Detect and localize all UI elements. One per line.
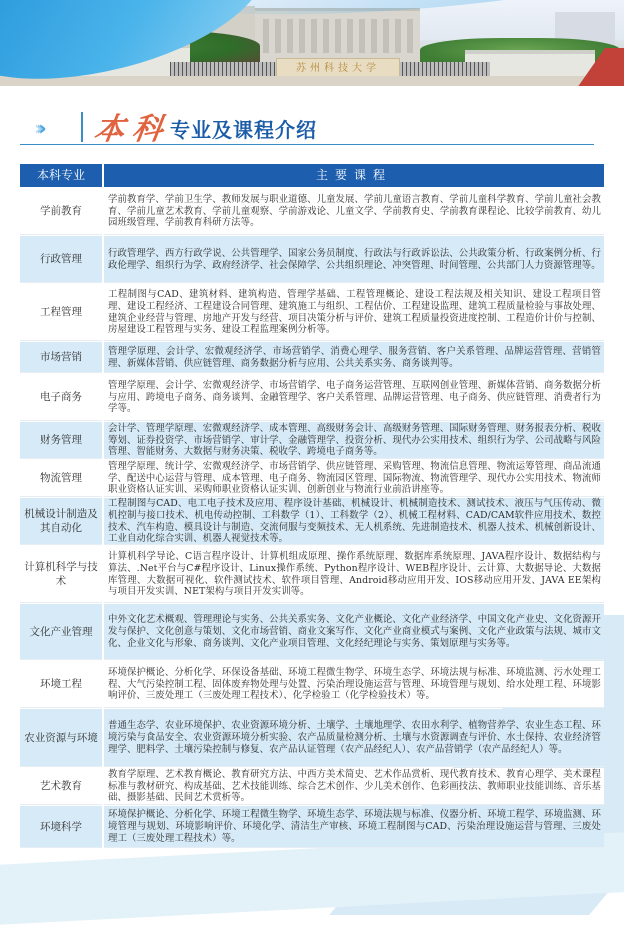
table-row (20, 806, 604, 848)
banner-building-main (255, 8, 420, 63)
section-title (20, 106, 594, 145)
title-subtitle: 专业及课程介绍 (170, 118, 317, 142)
major-name: 环境工程 (20, 661, 102, 708)
course-list: 环境保护概论、分析化学、环境工程微生物学、环境生态学、环境法规与标准、仪器分析、环境工程学、环境监测、环境管理与规划、环境影响评价、环境化学、清洁生产审核、环境工程制图与CAD、污染治理设施运营与管理、三废处理工（三废处理工程技术）等。 (104, 806, 604, 848)
major-name: 行政管理 (20, 236, 102, 283)
major-name: 文化产业管理 (20, 604, 102, 660)
banner-ground (0, 76, 624, 86)
course-list: 工程制图与CAD、电工电子技术及应用、程序设计基础、机械设计、机械制造技术、测试技术、液压与气压传动、微机控制与接口技术、机电传动控制、工科数学（1）、工科数学（2）、机械工程材料、CAD/CAM软件应用技术、数控技术、汽车构造、模具设计与制造、交流伺服与变频技术、无人机系统、先进制造技术、机器人技术、机械创新设计、工业自动化综合实训、机器人视觉技术等。 (104, 498, 604, 545)
chevron-right-icon: ››› (34, 116, 41, 140)
table-row (20, 284, 604, 341)
major-name: 市场营销 (20, 342, 102, 373)
table-row (20, 604, 604, 660)
banner-fence-right (398, 62, 490, 76)
major-name: 机械设计制造及其自动化 (20, 498, 102, 545)
table-row (20, 422, 604, 459)
table-row (20, 188, 604, 235)
course-list: 计算机科学导论、C语言程序设计、计算机组成原理、操作系统原理、数据库系统原理、JAVA程序设计、数据结构与算法、.Net平台与C#程序设计、Linux操作系统、Python程序设计、WEB程序设计、云计算、大数据导论、大数据库管理、大数据可视化、软件测试技术、软件项目管理、Android移动应用开发、IOS移动应用开发、JAVA EE架构与项目开发实训、NET架构与项目开发实训等。 (104, 546, 604, 603)
course-list: 中外文化艺术概观、管理理论与实务、公共关系实务、文化产业概论、文化产业经济学、中国文化产业史、文化资源开发与保护、文化创意与策划、文化市场营销、商业文案写作、文化产业商业模式与案例、文化产业政策与法规、城市文化、企业文化与形象、商务谈判、文化产业项目管理、文化经纪理论与实务、策划原理与实务等。 (104, 604, 604, 660)
table-row (20, 546, 604, 603)
major-name: 农业资源与环境 (20, 709, 102, 767)
course-list: 普通生态学、农业环境保护、农业资源环境分析、土壤学、土壤地理学、农田水利学、植物营养学、农业生态工程、环境污染与食品安全、农业资源环境分析实验、农产品质量检测分析、土壤与水资源调查与评价、水土保持、农业经济管理学、肥料学、土壤污染控制与修复、农产品认证管理（农产品经纪人）、农产品营销学（农产品经纪人）等。 (104, 709, 604, 767)
course-list: 管理学原理、会计学、宏微观经济学、市场营销学、电子商务运营管理、互联网创业管理、新媒体营销、商务数据分析与应用、跨境电子商务、商务谈判、金融管理学、客户关系管理、品牌运营管理、电子商务、供应链管理、消费者行为学等。 (104, 374, 604, 421)
major-name: 工程管理 (20, 284, 102, 341)
course-list: 教育学原理、艺术教育概论、教育研究方法、中西方美术简史、艺术作品赏析、现代教育技术、教育心理学、美术课程标准与教材研究、构成基础、艺术技能训练、综合艺术创作、少儿美术创作、色彩画技法、教师职业技能训练、音乐基础、摄影基础、民间艺术赏析等。 (104, 768, 604, 805)
major-name: 电子商务 (20, 374, 102, 421)
campus-banner-image (0, 0, 624, 86)
major-name: 学前教育 (20, 188, 102, 235)
course-list: 行政管理学、西方行政学说、公共管理学、国家公务员制度、行政法与行政诉讼法、公共政策分析、行政案例分析、行政伦理学、组织行为学、政府经济学、社会保障学、公共组织理论、冲突管理、时间管理、公共部门人力资源管理等。 (104, 236, 604, 283)
major-name: 环境科学 (20, 806, 102, 848)
header-major: 本科专业 (20, 164, 102, 187)
major-name: 财务管理 (20, 422, 102, 459)
course-list: 工程制图与CAD、建筑材料、建筑构造、管理学基础、工程管理概论、建设工程法规及相关知识、建设工程项目管理、建设工程经济、工程建设合同管理、建筑施工与组织、工程估价、工程建设监理、建筑工程质量检验与事故处理、建筑企业经营与管理、房地产开发与经营、项目决策分析与评价、建筑工程质量投资进度控制、工程造价计价与控制、房屋建设工程管理与实务、建设工程监理案例分析等。 (104, 284, 604, 341)
title-highlight: 本科 (92, 112, 173, 147)
course-list: 管理学原理、会计学、宏微观经济学、市场营销学、消费心理学、服务营销、客户关系管理、品牌运营管理、营销管理、新媒体营销、供应链管理、商务数据分析与应用、公共关系实务、商务谈判等。 (104, 342, 604, 373)
table-row (20, 498, 604, 545)
majors-courses-table (20, 164, 604, 848)
banner-gate-sign: 苏州科技大学 (276, 58, 400, 82)
course-list: 学前教育学、学前卫生学、教师发展与职业道德、儿童发展、学前儿童语言教育、学前儿童科学教育、学前儿童社会教育、学前儿童艺术教育、学前儿童观察、学前游戏论、儿童文学、学前教育史、学前教育课程论、比较学前教育、幼儿园班级管理、学前教育科研方法等。 (104, 188, 604, 235)
major-name: 计算机科学与技术 (20, 546, 102, 603)
course-list: 环境保护概论、分析化学、环保设备基础、环境工程微生物学、环境生态学、环境法规与标准、环境监测、污水处理工程、大气污染控制工程、固体废弃物处理与处置、污染治理设施运营与管理、环境管理与规划、给水处理工程、环境影响评价、三废处理工（三废处理工程技术）、化学检验工（化学检验技术）等。 (104, 661, 604, 708)
table-row (20, 342, 604, 373)
major-name: 物流管理 (20, 460, 102, 497)
major-name: 艺术教育 (20, 768, 102, 805)
header-courses: 主要课程 (104, 164, 604, 187)
table-row (20, 661, 604, 708)
course-list: 管理学原理、统计学、宏微观经济学、市场营销学、供应链管理、采购管理、物流信息管理、物流运筹管理、商品流通学、配送中心运营与管理、成本管理、电子商务、物流园区管理、国际物流、物流管理学、现代办公实用技术、物流师职业资格认证实训、采购师职业资格认证实训、创新创业与物流行业前沿讲座等。 (104, 460, 604, 497)
table-row (20, 768, 604, 805)
title-divider (81, 112, 83, 142)
course-list: 会计学、管理学原理、宏微观经济学、成本管理、高级财务会计、高级财务管理、国际财务管理、财务报表分析、税收筹划、证券投资学、市场营销学、审计学、金融管理学、投资分析、现代办公实用技术、组织行为学、公司战略与风险管理、智能财务、大数据与财务决策、税收学、跨境电子商务等。 (104, 422, 604, 459)
table-row (20, 709, 604, 767)
table-row (20, 460, 604, 497)
banner-fence-left (170, 62, 275, 76)
table-header-row (20, 164, 604, 187)
table-row (20, 236, 604, 283)
table-row (20, 374, 604, 421)
